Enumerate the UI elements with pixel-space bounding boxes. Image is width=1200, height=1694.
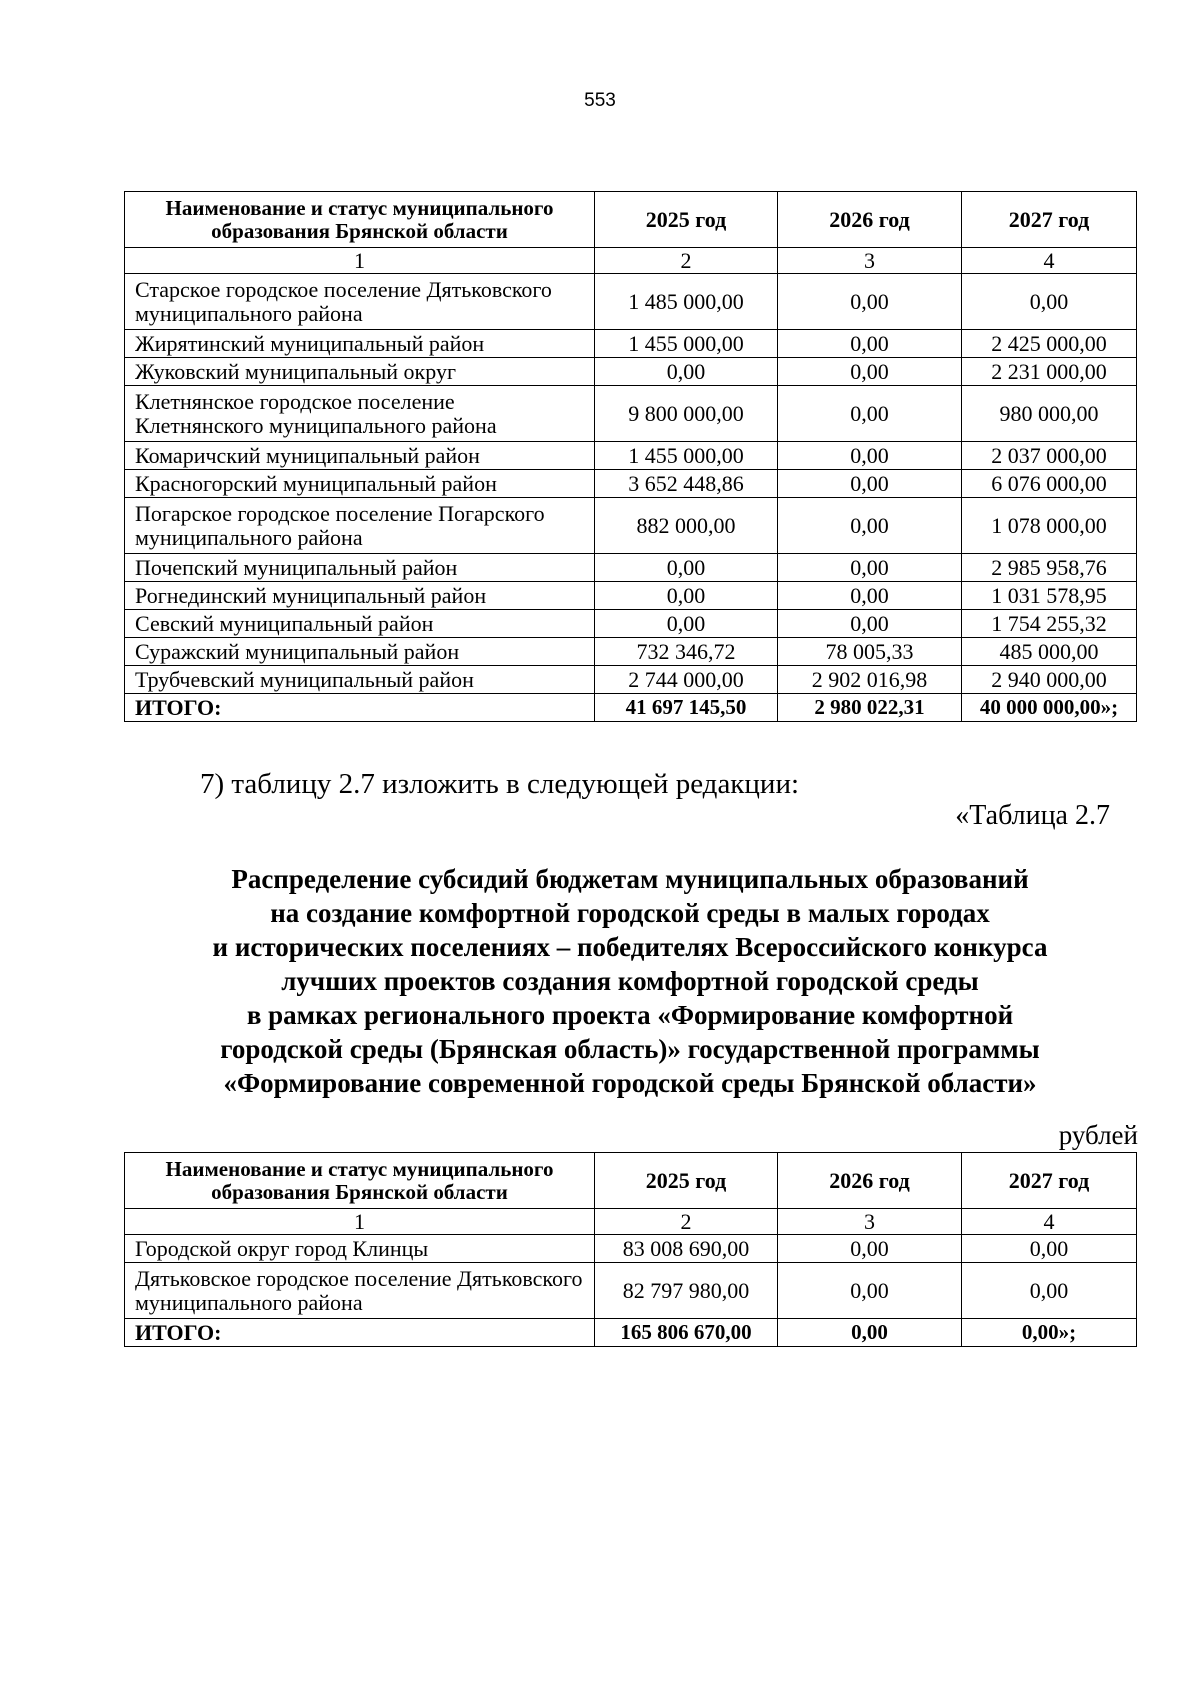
section-title <box>130 862 1130 1100</box>
column-number: 2 <box>595 248 778 274</box>
value-2027: 2 940 000,00 <box>962 666 1137 694</box>
value-2025: 0,00 <box>595 582 778 610</box>
header-name: Наименование и статус муниципального образования Брянской области <box>125 1153 595 1209</box>
subsidy-table-continued <box>124 191 1137 722</box>
value-2027: 1 754 255,32 <box>962 610 1137 638</box>
total-label: ИТОГО: <box>125 1319 595 1347</box>
title-line: на создание комфортной городской среды в малых городах <box>270 898 990 928</box>
header-2027: 2027 год <box>962 192 1137 248</box>
value-2026: 0,00 <box>778 386 962 442</box>
value-2027: 6 076 000,00 <box>962 470 1137 498</box>
municipality-name: Старское городское поселение Дятьковского муниципального района <box>125 274 595 330</box>
total-2027: 0,00»; <box>962 1319 1137 1347</box>
title-line: Распределение субсидий бюджетам муниципальных образований <box>231 864 1029 894</box>
value-2025: 83 008 690,00 <box>595 1235 778 1263</box>
value-2026: 2 902 016,98 <box>778 666 962 694</box>
value-2026: 0,00 <box>778 610 962 638</box>
table-row <box>125 610 1137 638</box>
table-row <box>125 638 1137 666</box>
table-header-row <box>125 1153 1137 1209</box>
municipality-name: Почепский муниципальный район <box>125 554 595 582</box>
total-label: ИТОГО: <box>125 694 595 722</box>
municipality-name: Севский муниципальный район <box>125 610 595 638</box>
value-2026: 78 005,33 <box>778 638 962 666</box>
value-2025: 1 455 000,00 <box>595 442 778 470</box>
value-2025: 732 346,72 <box>595 638 778 666</box>
header-2026: 2026 год <box>778 192 962 248</box>
table-label: «Таблица 2.7 <box>955 800 1110 831</box>
value-2025: 3 652 448,86 <box>595 470 778 498</box>
header-2027: 2027 год <box>962 1153 1137 1209</box>
table-row <box>125 442 1137 470</box>
value-2027: 0,00 <box>962 1235 1137 1263</box>
table-row <box>125 582 1137 610</box>
table-row <box>125 1235 1137 1263</box>
total-2026: 0,00 <box>778 1319 962 1347</box>
value-2025: 1 485 000,00 <box>595 274 778 330</box>
column-number-row <box>125 1209 1137 1235</box>
value-2027: 2 037 000,00 <box>962 442 1137 470</box>
value-2027: 1 078 000,00 <box>962 498 1137 554</box>
value-2026: 0,00 <box>778 498 962 554</box>
value-2025: 2 744 000,00 <box>595 666 778 694</box>
table-row <box>125 1263 1137 1319</box>
title-line: лучших проектов создания комфортной городской среды <box>281 966 979 996</box>
value-2025: 0,00 <box>595 554 778 582</box>
municipality-name: Суражский муниципальный район <box>125 638 595 666</box>
table-row <box>125 274 1137 330</box>
municipality-name: Погарское городское поселение Погарского муниципального района <box>125 498 595 554</box>
table-row <box>125 666 1137 694</box>
value-2027: 980 000,00 <box>962 386 1137 442</box>
municipality-name: Рогнединский муниципальный район <box>125 582 595 610</box>
value-2026: 0,00 <box>778 554 962 582</box>
value-2025: 1 455 000,00 <box>595 330 778 358</box>
value-2027: 1 031 578,95 <box>962 582 1137 610</box>
municipality-name: Жуковский муниципальный округ <box>125 358 595 386</box>
table-row <box>125 498 1137 554</box>
value-2027: 2 231 000,00 <box>962 358 1137 386</box>
column-number-row <box>125 248 1137 274</box>
value-2026: 0,00 <box>778 274 962 330</box>
column-number: 1 <box>125 1209 595 1235</box>
title-line: в рамках регионального проекта «Формирование комфортной <box>246 1000 1014 1030</box>
municipality-name: Трубчевский муниципальный район <box>125 666 595 694</box>
value-2025: 9 800 000,00 <box>595 386 778 442</box>
municipality-name: Клетнянское городское поселение Клетнянского муниципального района <box>125 386 595 442</box>
table-row <box>125 358 1137 386</box>
column-number: 2 <box>595 1209 778 1235</box>
title-line: «Формирование современной городской среды Брянской области» <box>223 1068 1037 1098</box>
amendment-instruction: 7) таблицу 2.7 изложить в следующей редакции: <box>200 768 800 800</box>
value-2027: 485 000,00 <box>962 638 1137 666</box>
table-row <box>125 554 1137 582</box>
subsidy-table-2-7 <box>124 1152 1137 1347</box>
value-2027: 0,00 <box>962 274 1137 330</box>
table-header-row <box>125 192 1137 248</box>
municipality-name: Комаричский муниципальный район <box>125 442 595 470</box>
value-2027: 2 425 000,00 <box>962 330 1137 358</box>
municipality-name: Городской округ город Клинцы <box>125 1235 595 1263</box>
header-name: Наименование и статус муниципального образования Брянской области <box>125 192 595 248</box>
column-number: 1 <box>125 248 595 274</box>
value-2025: 882 000,00 <box>595 498 778 554</box>
value-2026: 0,00 <box>778 1235 962 1263</box>
column-number: 3 <box>778 248 962 274</box>
value-2026: 0,00 <box>778 1263 962 1319</box>
municipality-name: Жирятинский муниципальный район <box>125 330 595 358</box>
table-row <box>125 386 1137 442</box>
header-2025: 2025 год <box>595 1153 778 1209</box>
value-2025: 82 797 980,00 <box>595 1263 778 1319</box>
value-2026: 0,00 <box>778 330 962 358</box>
total-2025: 165 806 670,00 <box>595 1319 778 1347</box>
municipality-name: Красногорский муниципальный район <box>125 470 595 498</box>
units-label: рублей <box>1058 1120 1138 1150</box>
value-2025: 0,00 <box>595 358 778 386</box>
value-2025: 0,00 <box>595 610 778 638</box>
title-line: городской среды (Брянская область)» государственной программы <box>220 1034 1040 1064</box>
municipality-name: Дятьковское городское поселение Дятьковского муниципального района <box>125 1263 595 1319</box>
value-2027: 0,00 <box>962 1263 1137 1319</box>
table-row <box>125 330 1137 358</box>
total-2025: 41 697 145,50 <box>595 694 778 722</box>
table-row <box>125 470 1137 498</box>
total-2026: 2 980 022,31 <box>778 694 962 722</box>
total-row <box>125 694 1137 722</box>
value-2026: 0,00 <box>778 358 962 386</box>
header-2026: 2026 год <box>778 1153 962 1209</box>
page-number: 553 <box>584 90 616 111</box>
header-2025: 2025 год <box>595 192 778 248</box>
total-row <box>125 1319 1137 1347</box>
column-number: 4 <box>962 1209 1137 1235</box>
value-2027: 2 985 958,76 <box>962 554 1137 582</box>
total-2027: 40 000 000,00»; <box>962 694 1137 722</box>
value-2026: 0,00 <box>778 442 962 470</box>
value-2026: 0,00 <box>778 470 962 498</box>
column-number: 4 <box>962 248 1137 274</box>
value-2026: 0,00 <box>778 582 962 610</box>
title-line: и исторических поселениях – победителях Всероссийского конкурса <box>212 932 1048 962</box>
column-number: 3 <box>778 1209 962 1235</box>
